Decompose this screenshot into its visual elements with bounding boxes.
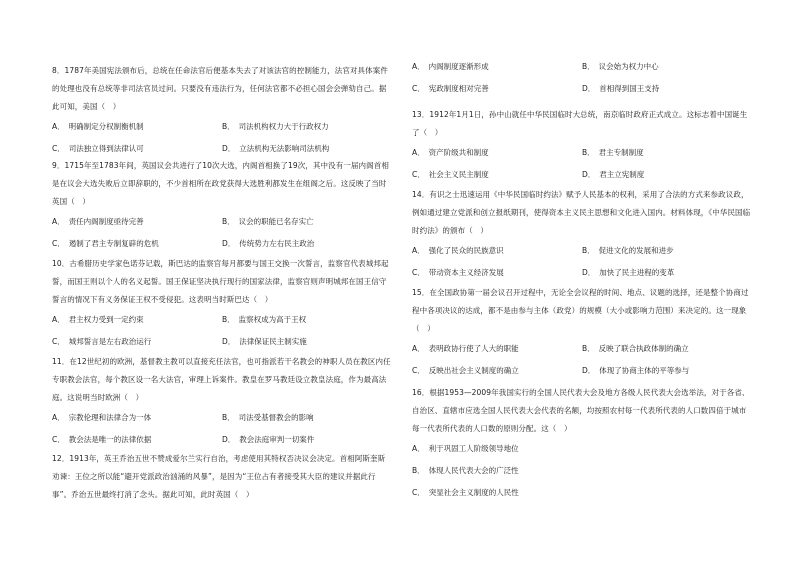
option-d: D． 加快了民主进程的变革 [582, 268, 675, 277]
option-c: C． 社会主义民主制度 [412, 170, 489, 179]
option-c: C． 带动资本主义经济发展 [412, 268, 504, 277]
option-d: D． 体现了协商主体的平等参与 [582, 366, 690, 375]
option-b: B． 反映了联合执政体制的确立 [582, 344, 689, 353]
option-b: B． 议会始为权力中心 [582, 62, 659, 71]
option-list [412, 240, 752, 284]
option-list [412, 56, 752, 100]
option-d: D． 君主立宪制度 [582, 170, 645, 179]
option-b: B． 议会的职能已名存实亡 [222, 217, 314, 226]
question-stem: 14．有识之士迅速运用《中华民国临时约法》赋予人民基本的权利，采用了合法的方式来参政议政，例如通过建立党派和创立报纸期刊，使得资本主义民主思想和文化进入国内。材料体现，《中华民国临时约法》的颁布（ ） [412, 190, 751, 235]
question-stem: 12．1913年，英王乔治五世不赞成爱尔兰实行自治，考虑使用其特权否决议会决定。首相阿斯奎斯劝谏：王位之所以能“避开党派政治汹涌的风暴”，是因为“王位占有者接受其大臣的建议并据此行事”。乔治五世最终打消了念头。据此可知，此时英国（ ） [52, 454, 386, 499]
option-list [412, 438, 752, 504]
option-c: C． 城邦誓言是左右政治运行 [52, 337, 152, 346]
option-d: D． 立法机构无法影响司法机构 [222, 144, 330, 153]
question-15 [412, 284, 752, 382]
option-d: D． 法律保证民主制实施 [222, 337, 307, 346]
option-c: C． 反映出社会主义制度的确立 [412, 366, 519, 375]
option-b: B． 促进文化的发展和进步 [582, 246, 674, 255]
option-a: A． 宗教伦理和法律合为一体 [52, 413, 152, 422]
question-stem: 8．1787年美国宪法颁布后，总统在任命法官后便基本失去了对该法官的控制能力，法官对具体案件的处理也没有总统等非司法官员过问。只要没有违法行为，任何法官都不必担心国会会弹劾自己。据此可知，美国（ ） [52, 66, 388, 111]
option-a: A． 内阁制度逐渐形成 [412, 62, 489, 71]
option-b: B． 司法受基督教会的影响 [222, 413, 314, 422]
option-a: A． 利于巩固工人阶级领导地位 [412, 444, 519, 453]
question-16 [412, 384, 752, 504]
option-b: B． 君主专制制度 [582, 148, 644, 157]
option-list [412, 338, 752, 382]
option-d: D． 教会法庭审判一切案件 [222, 435, 315, 444]
option-b: B． 司法机构权力大于行政权力 [222, 122, 329, 131]
question-stem: 15．在全国政协第一届会议召开过程中，无论全会议程的时间、地点、议题的选择，还是整个协商过程中各项决议的达成，都不是由参与主体（政党）的规模（大小或影响力范围）来决定的。这一现象（ ） [412, 288, 749, 333]
option-d: D． 首相得到国王支持 [582, 84, 660, 93]
question-11 [52, 353, 392, 451]
option-a: A． 明确制定分权制衡机制 [52, 122, 144, 131]
question-stem: 13．1912年1月1日，孙中山就任中华民国临时大总统，南京临时政府正式成立。这标志着中国诞生了（ ） [412, 110, 748, 137]
option-b: B． 体现人民代表大会的广泛性 [412, 466, 519, 475]
option-list [52, 211, 392, 255]
option-a: A． 君主权力受到一定约束 [52, 315, 144, 324]
option-a: A． 强化了民众的民族意识 [412, 246, 504, 255]
question-10 [52, 255, 392, 353]
question-14 [412, 186, 752, 284]
question-12 [52, 450, 392, 504]
option-c: C． 宪政制度相对完善 [412, 84, 489, 93]
option-list [52, 407, 392, 451]
option-a: A． 表明政协行使了人大的职能 [412, 344, 519, 353]
option-c: C． 教会法是唯一的法律依据 [52, 435, 152, 444]
question-12-options [412, 56, 752, 100]
option-a: A． 资产阶级共和制度 [412, 148, 489, 157]
option-a: A． 责任内阁制度亟待完善 [52, 217, 144, 226]
option-list [412, 142, 752, 186]
option-list [52, 309, 392, 353]
option-c: C． 突显社会主义制度的人民性 [412, 488, 519, 497]
question-stem: 10．古希腊历史学家色诺芬记载，斯巴达的监察官每月都要与国王交换一次誓言，监察官代表城邦起誓，而国王则以个人的名义起誓。国王保证坚决执行现行的国家法律，监察官则声明城邦在国王信守誓言的情况下有义务保证王权不受侵犯。这表明当时斯巴达（ ） [52, 259, 389, 304]
question-stem: 16．根据1953—2009年我国实行的全国人民代表大会及地方各级人民代表大会选举法，对于各省、自治区、直辖市应选全国人民代表大会代表的名额，均按照农村每一代表所代表的人口数四倍于城市每一代表所代表的人口数的原则分配。这（ ） [412, 388, 750, 433]
question-13 [412, 106, 752, 186]
question-9 [52, 157, 392, 255]
option-list [52, 116, 392, 160]
option-b: B． 监察权成为高于王权 [222, 315, 307, 324]
option-c: C． 遏制了君主专制复辟的危机 [52, 239, 159, 248]
question-stem: 11．在12世纪初的欧洲，基督教主教可以直接充任法官，也可指派若干名教会的神职人员在教区内任专职教会法官，每个教区设一名大法官，审理上诉案件。教皇在罗马教廷设立教皇法庭，作为最高法庭。这说明当时欧洲（ ） [52, 357, 391, 402]
question-8 [52, 62, 392, 160]
question-stem: 9．1715年至1783年间，英国议会共进行了10次大选，内阁首相换了19次，其中没有一届内阁首相是在议会大选失败后立即辞职的，不少首相所在政党获得大选胜利都发生在组阁之后。这反映了当时英国（ ） [52, 161, 389, 206]
option-c: C． 司法独立得到法律认可 [52, 144, 144, 153]
option-d: D． 传统势力左右民主政治 [222, 239, 315, 248]
